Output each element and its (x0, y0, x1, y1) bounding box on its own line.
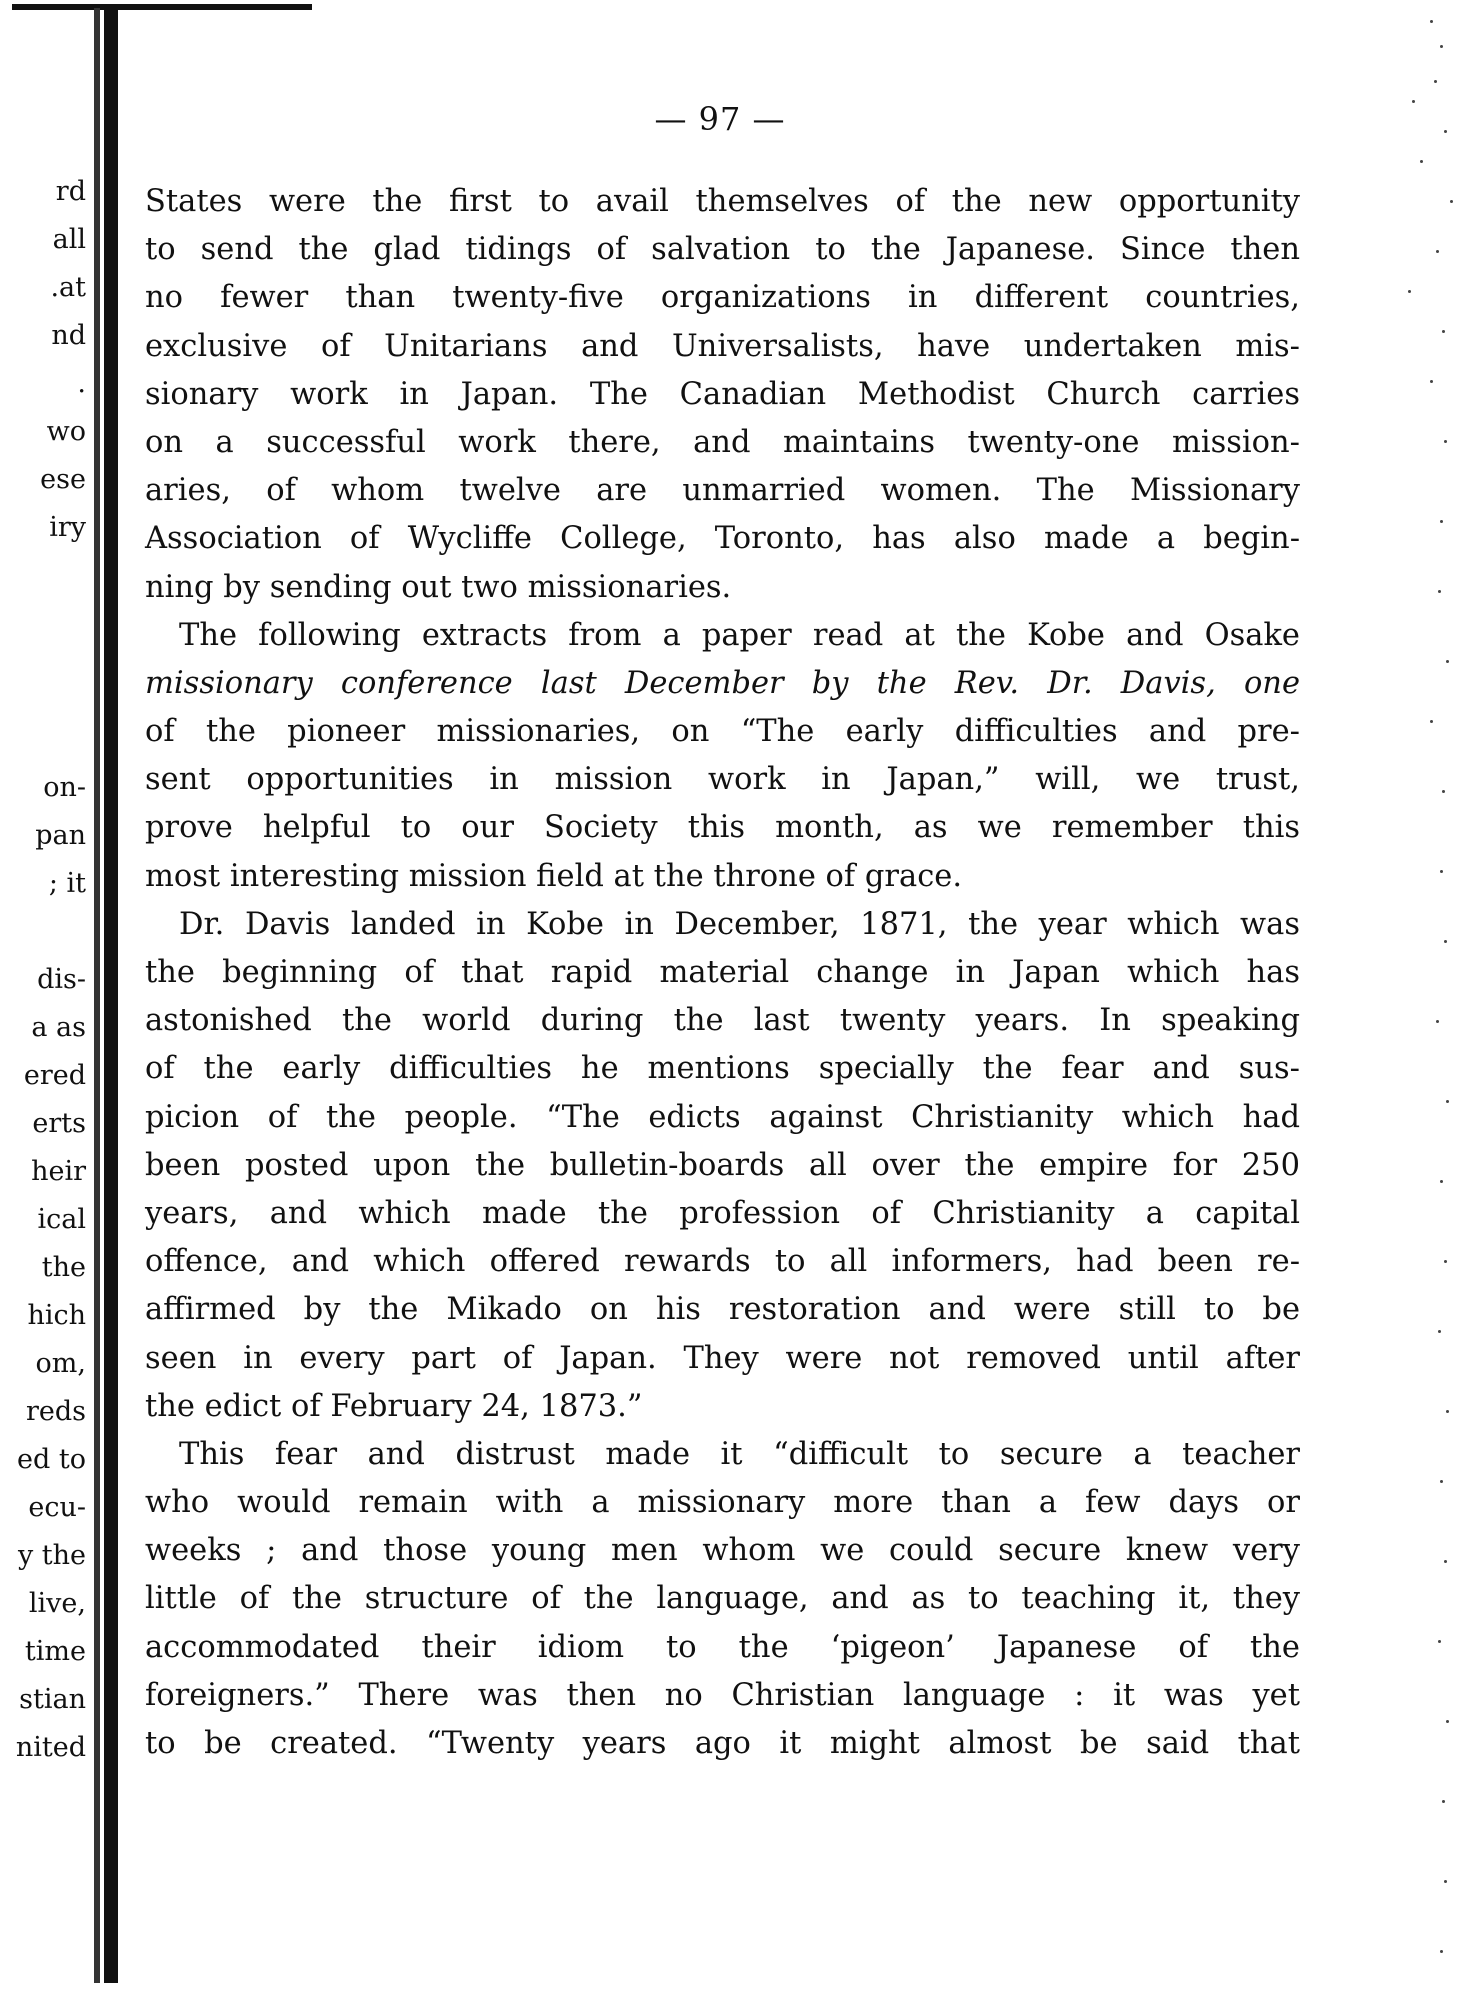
fragment: y the (17, 1540, 86, 1571)
fragment: nited (15, 1732, 86, 1763)
fragment: .at (50, 272, 86, 303)
fragment: ; it (48, 868, 86, 899)
page-number: — 97 — (654, 100, 786, 138)
text-line: who would remain with a missionary more than a few days or (145, 1485, 1300, 1521)
text-line: foreigners.” There was then no Christian language : it was yet (145, 1677, 1300, 1713)
text-line: sionary work in Japan. The Canadian Methodist Church carries (145, 376, 1300, 412)
text-line: The following extracts from a paper read at the Kobe and Osake (179, 617, 1300, 653)
fragment: heir (31, 1156, 86, 1187)
text-line: offence, and which offered rewards to all informers, had been re- (145, 1244, 1300, 1280)
text-line: most interesting mission field at the throne of grace. (145, 858, 963, 894)
fragment: erts (32, 1108, 86, 1139)
fragment: ese (40, 464, 86, 495)
fragment: on- (43, 772, 86, 803)
text-line: astonished the world during the last twenty years. In speaking (145, 1003, 1300, 1039)
fragment: the (41, 1252, 86, 1283)
fragment: wo (46, 416, 86, 447)
scan-top-rule (12, 4, 312, 10)
italic-run: missionary conference last December by the Rev. Dr. Davis, one (145, 665, 1300, 701)
fragment: live, (28, 1588, 86, 1619)
fragment: hich (27, 1300, 86, 1331)
text-line: of the pioneer missionaries, on “The early difficulties and pre- (145, 714, 1300, 750)
fragment: pan (35, 820, 86, 851)
text-line: This fear and distrust made it “difficult to secure a teacher (179, 1436, 1300, 1472)
text-line: Dr. Davis landed in Kobe in December, 1871, the year which was (179, 906, 1300, 942)
fragment: iry (49, 512, 86, 543)
text-line: States were the first to avail themselves of the new opportunity (145, 184, 1300, 219)
text-line: aries, of whom twelve are unmarried women. The Missionary (145, 473, 1300, 509)
text-line: accommodated their idiom to the ‘pigeon’ Japanese of the (145, 1629, 1300, 1665)
text-line: sent opportunities in mission work in Japan,” will, we trust, (145, 762, 1300, 798)
fragment: nd (51, 320, 86, 351)
fragment: om, (35, 1348, 86, 1379)
fragment: ecu- (28, 1492, 86, 1523)
text-line: to send the glad tidings of salvation to the Japanese. Since then (145, 232, 1300, 268)
fragment: a as (31, 1012, 86, 1043)
binding-shadow (94, 8, 100, 1983)
fragment: rd (55, 176, 86, 207)
text-line: on a successful work there, and maintains twenty-one mission- (145, 424, 1300, 460)
text-line: picion of the people. “The edicts against Christianity which had (145, 1099, 1300, 1135)
binding-gutter-bar (104, 8, 118, 1983)
text-line: Association of Wycliffe College, Toronto, has also made a begin- (145, 521, 1300, 557)
text-line: years, and which made the profession of Christianity a capital (145, 1195, 1300, 1231)
fragment: . (77, 368, 86, 399)
text-line: seen in every part of Japan. They were not removed until after (145, 1340, 1300, 1376)
text-line: of the early difficulties he mentions specially the fear and sus- (145, 1051, 1300, 1087)
fragment: all (52, 224, 86, 255)
text-line: to be created. “Twenty years ago it might almost be said that (145, 1726, 1300, 1761)
text-line: little of the structure of the language, and as to teaching it, they (145, 1581, 1300, 1617)
body-text (145, 178, 1300, 1768)
fragment: ed to (17, 1444, 86, 1475)
fragment: time (24, 1636, 86, 1667)
text-line: exclusive of Unitarians and Universalists, have undertaken mis- (145, 328, 1300, 364)
fragment: dis- (37, 964, 86, 995)
fragment: reds (25, 1396, 86, 1427)
fragment: ered (23, 1060, 86, 1091)
scan-edge-noise (1400, 0, 1477, 1991)
text-line: been posted upon the bulletin-boards all over the empire for 250 (145, 1147, 1300, 1183)
text-line: ning by sending out two missionaries. (145, 569, 732, 605)
text-line (145, 660, 1300, 708)
text-line: the edict of February 24, 1873.” (145, 1388, 643, 1424)
text-line: weeks ; and those young men whom we could secure knew very (145, 1533, 1300, 1569)
fragment: ical (37, 1204, 86, 1235)
fragment: stian (19, 1684, 86, 1715)
text-line: the beginning of that rapid material change in Japan which has (145, 955, 1300, 990)
text-line: prove helpful to our Society this month, as we remember this (145, 810, 1300, 846)
text-line: no fewer than twenty-five organizations in different countries, (145, 280, 1300, 316)
text-line: affirmed by the Mikado on his restoration and were still to be (145, 1292, 1300, 1328)
